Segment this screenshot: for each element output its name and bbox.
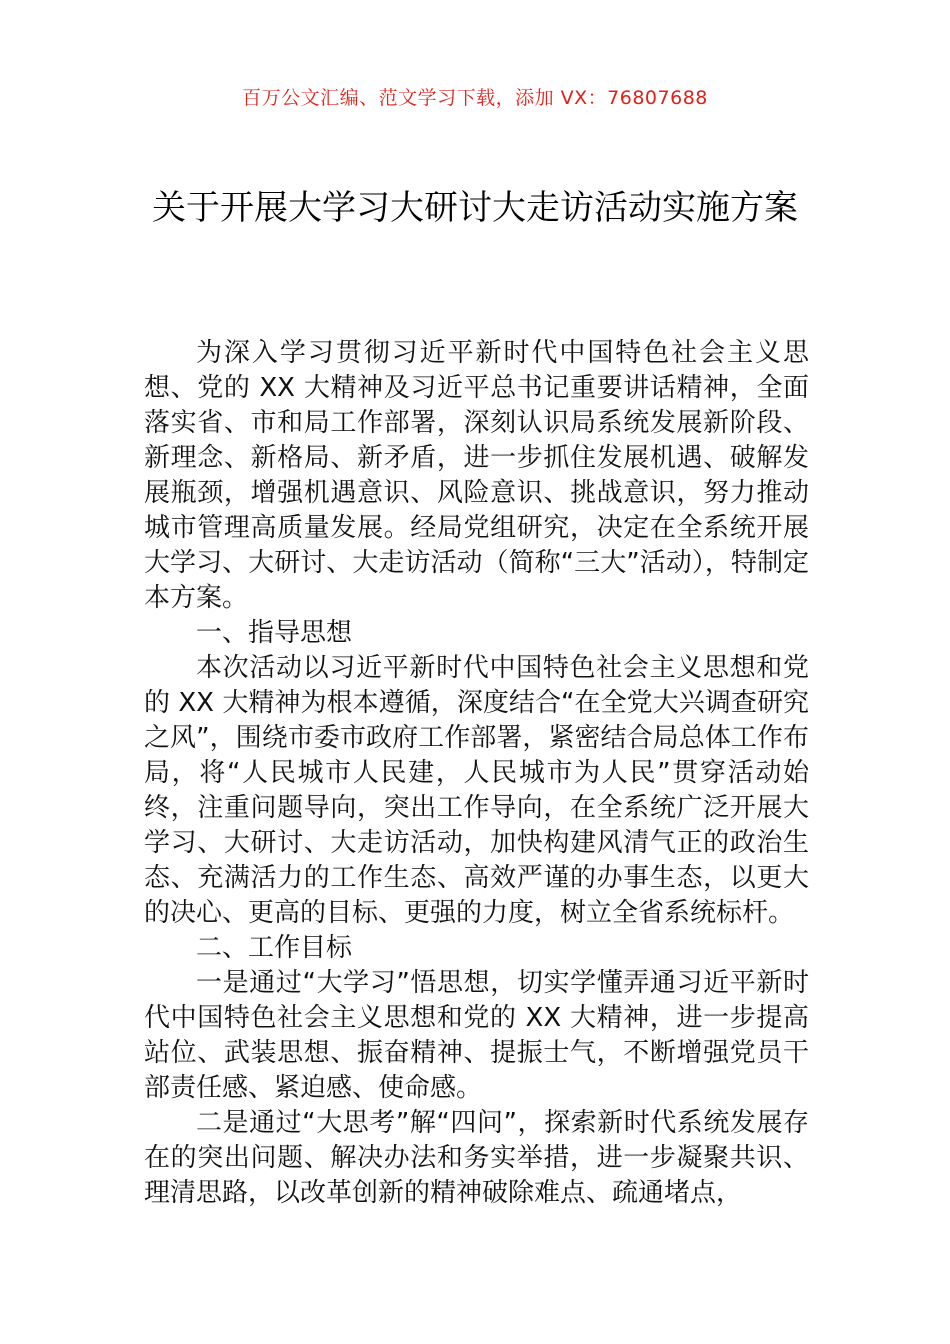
goal-paragraph-2: 二是通过“大思考”解“四问”，探索新时代系统发展存在的突出问题、解决办法和务实举措，进一步凝聚共识、理清思路，以改革创新的精神破除难点、疏通堵点， (144, 1108, 809, 1208)
document-title: 关于开展大学习大研讨大走访活动实施方案 (152, 188, 798, 228)
section-heading-guiding-ideology: 一、指导思想 (196, 618, 353, 648)
guiding-ideology-paragraph: 本次活动以习近平新时代中国特色社会主义思想和党的 XX 大精神为根本遵循，深度结合“在全党大兴调查研究之风”，围绕市委市政府工作部署，紧密结合局总体工作布局，将“人民城市人民建，人民城市为人民”贯穿活动始终，注重问题导向，突出工作导向，在全系统广泛开展大学习、大研讨、大走访活动，加快构建风清气正的政治生态、充满活力的工作生态、高效严谨的办事生态，以更大的决心、更高的目标、更强的力度，树立全省系统标杆。 (144, 653, 809, 928)
intro-paragraph: 为深入学习贯彻习近平新时代中国特色社会主义思想、党的 XX 大精神及习近平总书记重要讲话精神，全面落实省、市和局工作部署，深刻认识局系统发展新阶段、新理念、新格局、新矛盾，进一步抓住发展机遇、破解发展瓶颈，增强机遇意识、风险意识、挑战意识，努力推动城市管理高质量发展。经局党组研究，决定在全系统开展大学习、大研讨、大走访活动（简称“三大”活动），特制定本方案。 (144, 338, 809, 613)
watermark-note: 百万公文汇编、范文学习下载，添加 VX：76807688 (242, 87, 708, 109)
section-heading-work-goals: 二、工作目标 (196, 933, 353, 963)
goal-paragraph-1: 一是通过“大学习”悟思想，切实学懂弄通习近平新时代中国特色社会主义思想和党的 XX 大精神，进一步提高站位、武装思想、振奋精神、提振士气，不断增强党员干部责任感、紧迫感、使命感。 (144, 968, 809, 1103)
document-body (144, 336, 809, 1211)
